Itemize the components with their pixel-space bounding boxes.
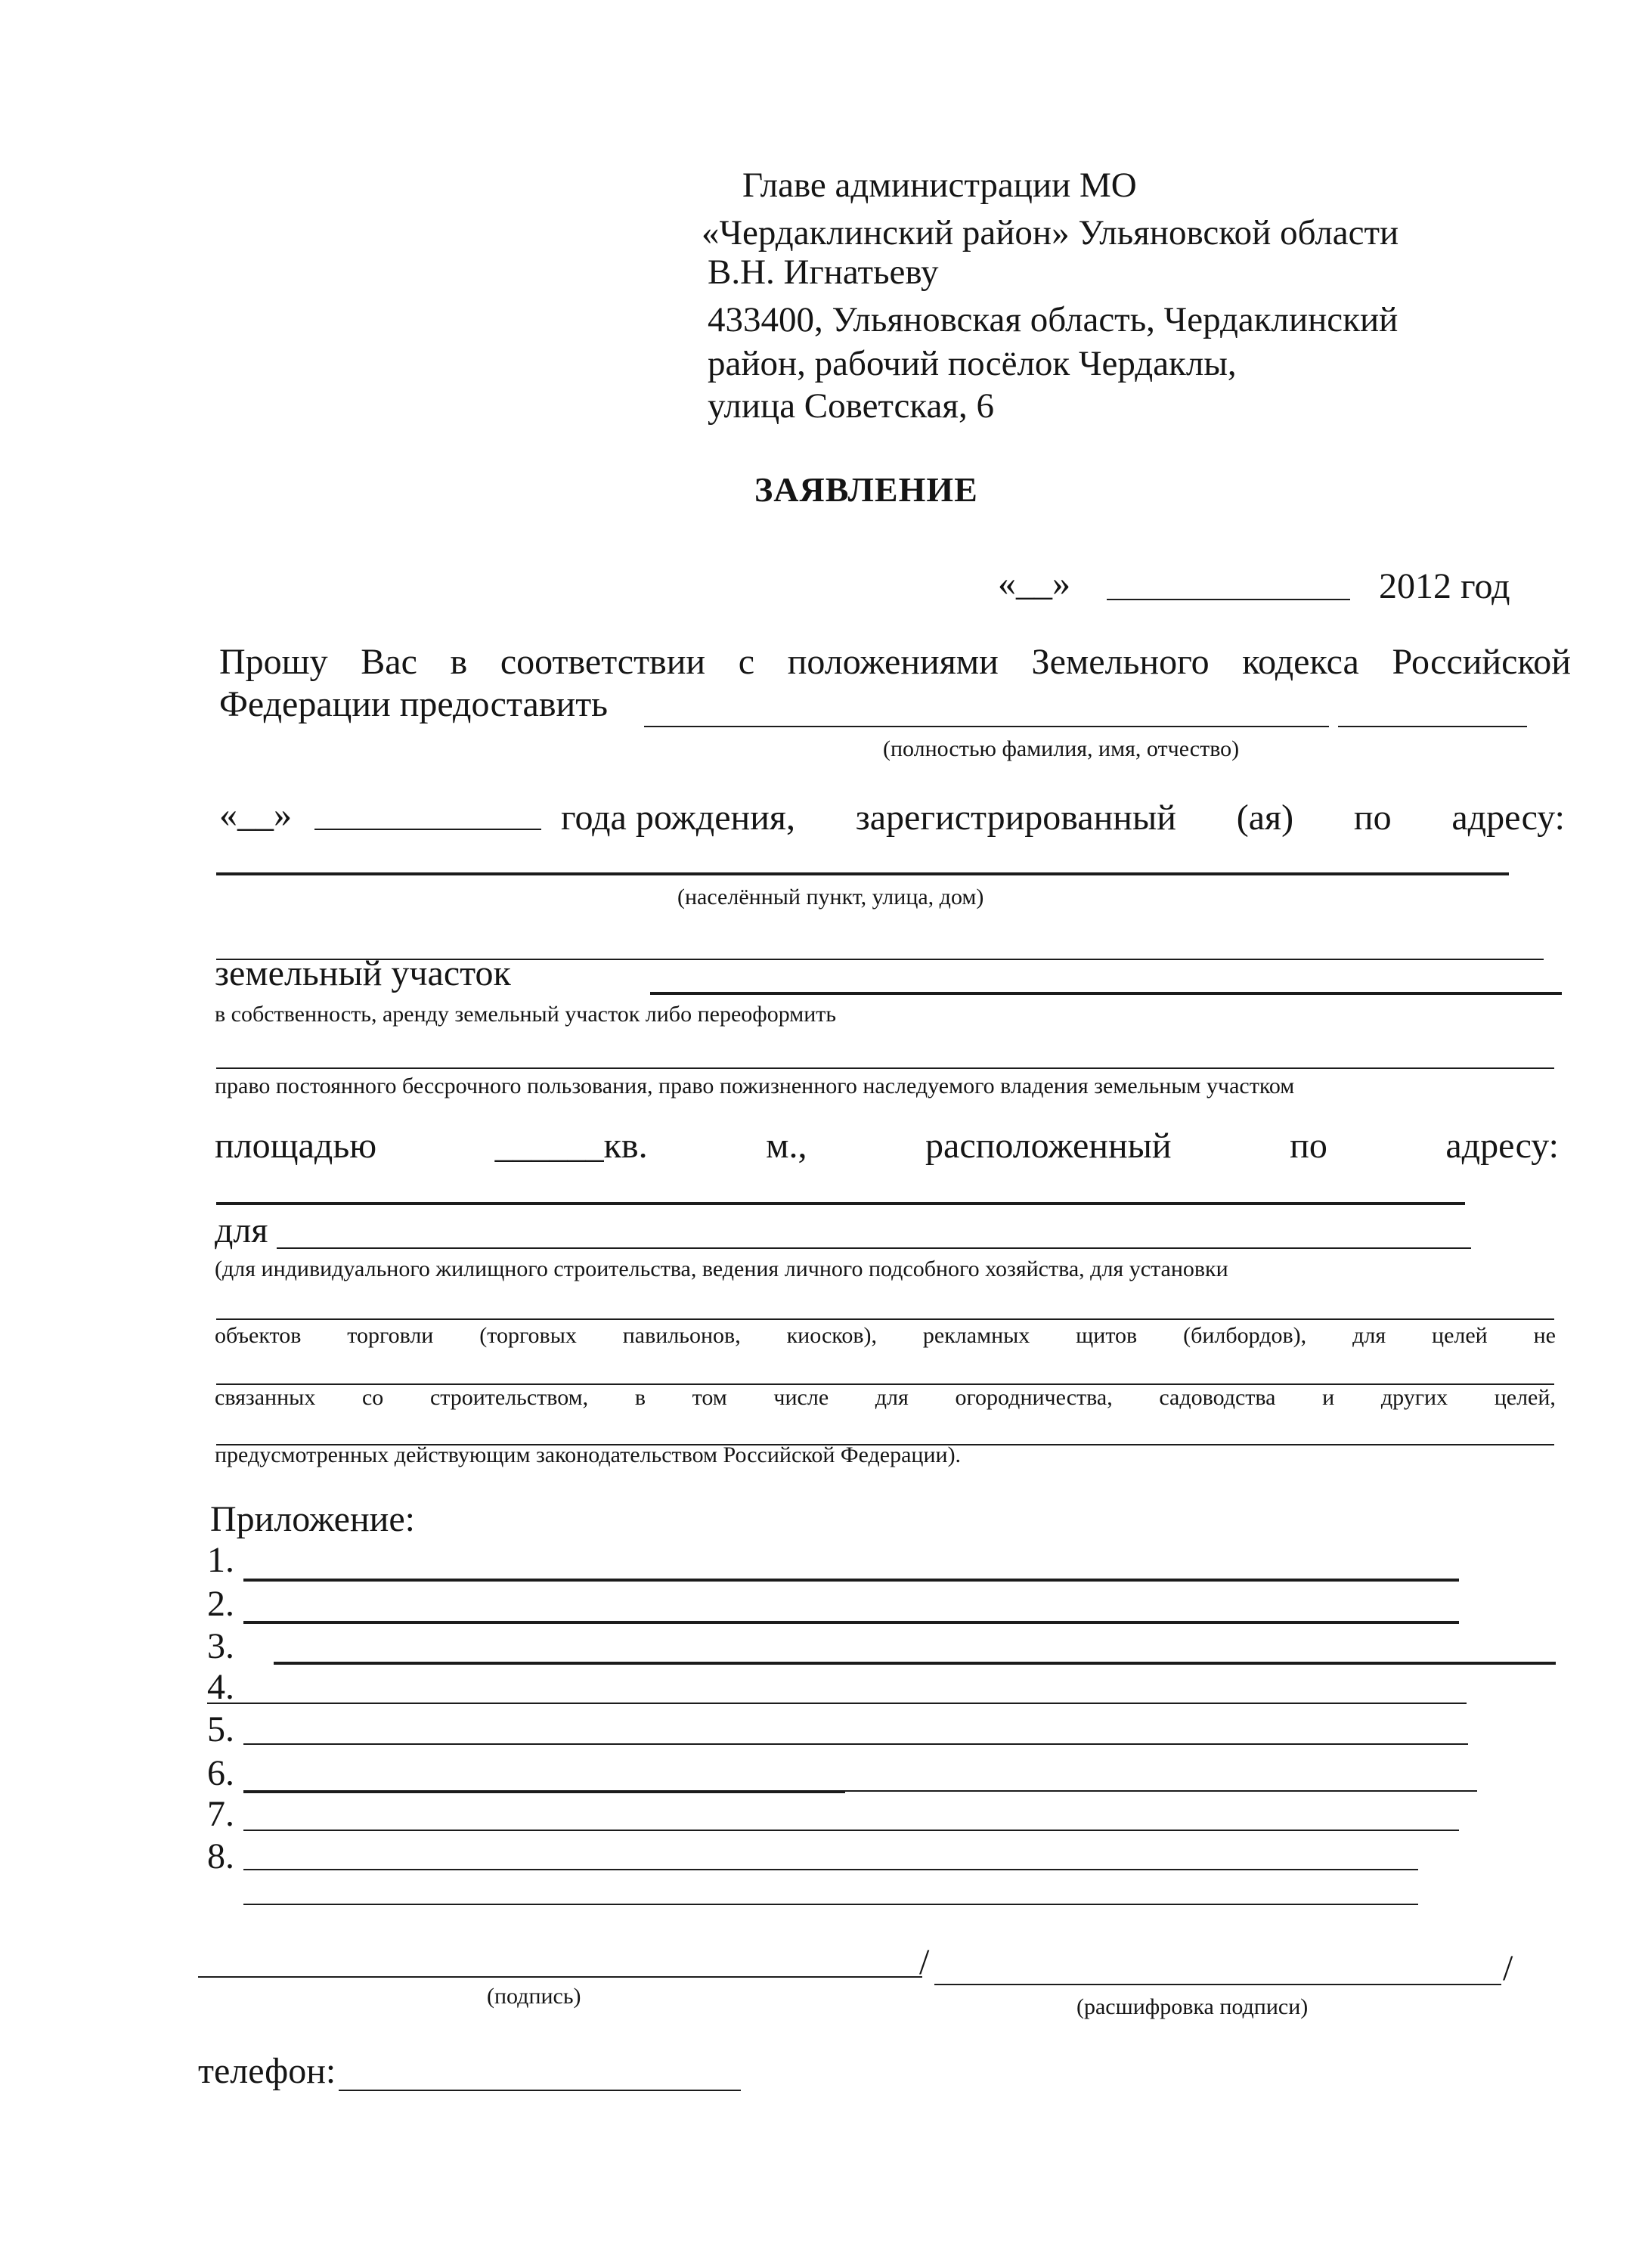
for-label: для [215,1210,268,1250]
area-address-field[interactable] [216,1202,1465,1205]
area-word: адресу: [1445,1126,1559,1166]
purpose-divider-1 [216,1318,1554,1320]
appendix-item-4-field[interactable] [207,1703,1467,1704]
appendix-item-7-field[interactable] [243,1830,1459,1831]
appendix-item-3-field[interactable] [274,1662,1556,1665]
appendix-number: 5. [207,1709,234,1749]
appendix-item-8-field[interactable] [243,1869,1418,1870]
purpose-word: огородничества, [955,1385,1113,1410]
purpose-word: щитов [1076,1323,1138,1348]
appendix-number: 1. [207,1540,234,1580]
birth-line [561,800,1565,836]
birth-word: года рождения, [561,798,795,838]
plot-field[interactable] [650,992,1562,995]
addressee-line-6: улица Советская, 6 [708,386,995,426]
area-word: м., [766,1126,807,1166]
signature-slash-left: / [919,1942,930,1982]
birth-word: адресу: [1451,798,1565,838]
addressee-line-3: В.Н. Игнатьеву [708,253,939,292]
purpose-word: рекламных [922,1323,1030,1348]
purpose-word: киосков), [786,1323,878,1348]
purpose-word: объектов [215,1323,302,1348]
fio-field-extra[interactable] [1338,726,1527,727]
signature-hint: (подпись) [487,1984,581,2009]
appendix-item-2-field[interactable] [243,1621,1459,1624]
area-word: площадью [215,1126,377,1166]
purpose-word: (билбордов), [1183,1323,1307,1348]
purpose-word: и [1322,1385,1335,1410]
document-title: ЗАЯВЛЕНИЕ [754,470,978,509]
addressee-line-2: «Чердаклинский район» Ульяновской области [702,213,1399,253]
plot-hint-2: право постоянного бессрочного пользования, право пожизненного наследуемого владения земельным участком [215,1074,1295,1098]
purpose-word: других [1380,1385,1448,1410]
purpose-word: связанных [215,1385,316,1410]
birth-word: зарегистрированный [855,798,1176,838]
purpose-line-2 [215,1325,1556,1347]
plot-hint-1: в собственность, аренду земельный участок либо переоформить [215,1002,837,1027]
appendix-number: 2. [207,1584,234,1624]
purpose-word: павильонов, [622,1323,741,1348]
purpose-word: в [634,1385,646,1410]
purpose-word: торговли [347,1323,434,1348]
birth-word: по [1353,798,1392,838]
appendix-number: 7. [207,1794,234,1834]
purpose-word: для [875,1385,909,1410]
area-word: расположенный [925,1126,1172,1166]
address-hint: (населённый пункт, улица, дом) [677,885,984,909]
purpose-line-3 [215,1387,1556,1409]
signature-decode-field[interactable] [934,1984,1501,1985]
appendix-item-5-field[interactable] [243,1743,1468,1745]
appendix-number: 4. [207,1667,234,1707]
date-month-field[interactable] [1107,599,1350,600]
fio-field[interactable] [644,726,1329,727]
purpose-word: целей, [1494,1385,1556,1410]
fio-hint: (полностью фамилия, имя, отчество) [883,736,1240,761]
phone-label: телефон: [198,2051,336,2091]
purpose-line-4: предусмотренных действующим законодательством Российской Федерации). [215,1442,962,1467]
purpose-word: со [361,1385,384,1410]
addressee-line-4: 433400, Ульяновская область, Чердаклинский [708,300,1399,339]
signature-decode-hint: (расшифровка подписи) [1076,1994,1309,2019]
request-line-1: Прошу Вас в соответствии с положениями Земельного кодекса Российской [219,642,1571,682]
purpose-field[interactable] [277,1247,1471,1249]
address-field-1[interactable] [216,872,1509,875]
area-word: ______кв. [494,1126,648,1166]
purpose-word: том [692,1385,727,1410]
purpose-word: садоводства [1159,1385,1276,1410]
appendix-item-6-field[interactable] [243,1790,845,1793]
purpose-word: не [1533,1323,1556,1348]
purpose-word: целей [1432,1323,1488,1348]
appendix-number: 6. [207,1753,234,1793]
purpose-word: (торговых [479,1323,577,1348]
birth-date-field[interactable] [314,829,541,830]
purpose-line-1: (для индивидуального жилищного строительства, ведения личного подсобного хозяйства, для установки [215,1256,1228,1281]
area-word: по [1290,1126,1327,1166]
birth-day: «__» [219,795,292,835]
request-line-2: Федерации предоставить [219,684,609,724]
birth-word: (ая) [1236,798,1294,838]
addressee-line-1: Главе администрации МО [742,166,1137,205]
appendix-number: 8. [207,1836,234,1876]
plot-right-field[interactable] [216,1067,1554,1069]
purpose-word: строительством, [429,1385,589,1410]
appendix-number: 3. [207,1626,234,1666]
purpose-word: для [1352,1323,1386,1348]
addressee-line-5: район, рабочий посёлок Чердаклы, [708,344,1237,383]
signature-field[interactable] [198,1976,922,1978]
appendix-item-1-field[interactable] [243,1579,1459,1582]
area-line [215,1128,1559,1164]
purpose-word: числе [773,1385,829,1410]
date-year: 2012 год [1379,566,1510,606]
appendix-item-6-field-tail[interactable] [845,1790,1477,1792]
signature-slash-right: / [1503,1948,1513,1988]
appendix-label: Приложение: [210,1499,415,1539]
plot-label: земельный участок [215,953,511,993]
phone-field[interactable] [339,2090,741,2091]
appendix-item-8-field-extra[interactable] [243,1904,1418,1905]
date-day: «__» [998,563,1070,603]
